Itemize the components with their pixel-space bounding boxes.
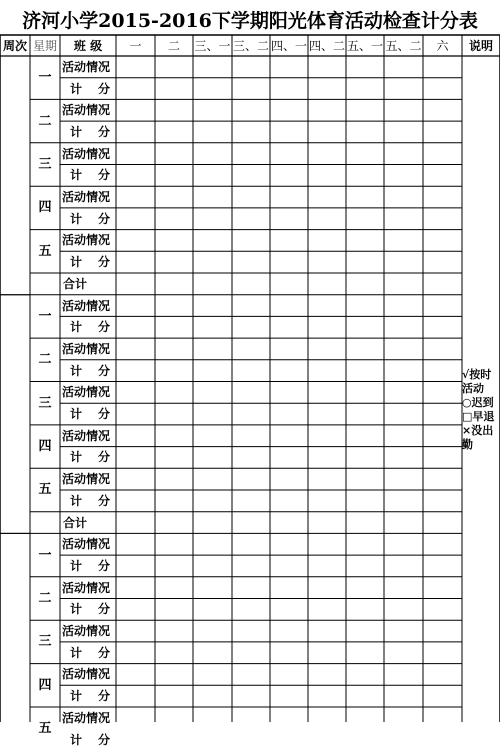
score-label-right: 分 — [97, 732, 110, 747]
header-col-5: 四、一 — [270, 38, 307, 53]
header-col-4: 三、二 — [232, 38, 269, 53]
score-label-left: 计 — [70, 732, 83, 747]
score-label-left: 计 — [70, 407, 83, 422]
activity-label: 活动情况 — [62, 103, 111, 118]
score-label-left: 计 — [70, 602, 83, 617]
weekday-label: 一 — [38, 70, 52, 86]
legend-early-leave: □早退 — [462, 410, 495, 423]
score-label-left: 计 — [70, 81, 83, 96]
score-label-left: 计 — [70, 211, 83, 226]
header-col-3: 三、一 — [194, 38, 231, 53]
header-col-8: 五、二 — [385, 38, 422, 53]
header-class: 班 级 — [73, 38, 103, 53]
header-week: 周次 — [2, 38, 27, 53]
score-label — [60, 316, 116, 338]
weekday-label: 五 — [38, 482, 52, 498]
score-label-right: 分 — [97, 645, 110, 660]
score-label-left: 计 — [70, 124, 83, 139]
legend-late: ○迟到 — [462, 396, 494, 409]
score-label — [60, 555, 116, 577]
activity-label: 活动情况 — [62, 428, 111, 443]
score-label-left: 计 — [70, 450, 83, 465]
score-label-right: 分 — [97, 124, 110, 139]
weekday-label: 三 — [38, 156, 52, 172]
activity-label: 活动情况 — [62, 341, 111, 356]
page-title: 济河小学2015-2016下学期阳光体育活动检查计分表 — [22, 10, 478, 32]
score-label — [60, 642, 116, 664]
activity-label: 活动情况 — [62, 190, 111, 205]
score-label-right: 分 — [97, 363, 110, 378]
score-label-left: 计 — [70, 168, 83, 183]
score-label — [60, 490, 116, 512]
score-label-left: 计 — [70, 255, 83, 270]
score-label-left: 计 — [70, 320, 83, 335]
weekday-label: 三 — [38, 634, 52, 650]
weekday-label: 二 — [38, 590, 52, 606]
weekday-label: 二 — [38, 352, 52, 368]
weekday-label: 一 — [38, 308, 52, 324]
header-notes: 说明 — [468, 38, 493, 53]
score-label-right: 分 — [97, 255, 110, 270]
score-label-right: 分 — [97, 558, 110, 573]
score-label-right: 分 — [97, 211, 110, 226]
score-label-right: 分 — [97, 168, 110, 183]
weekday-label: 四 — [38, 677, 52, 693]
header-col-6: 四、二 — [308, 38, 345, 53]
activity-label: 活动情况 — [62, 580, 111, 595]
score-label-right: 分 — [97, 81, 110, 96]
score-label-left: 计 — [70, 689, 83, 704]
score-label-right: 分 — [97, 493, 110, 508]
score-label-right: 分 — [97, 689, 110, 704]
score-label — [60, 599, 116, 621]
header-weekday: 星期 — [32, 38, 57, 53]
score-label — [60, 729, 116, 750]
legend — [462, 368, 500, 452]
score-label — [60, 78, 116, 100]
activity-label: 活动情况 — [62, 537, 111, 552]
weekday-label: 一 — [38, 547, 52, 563]
activity-label: 活动情况 — [62, 385, 111, 400]
weekday-label: 四 — [38, 200, 52, 216]
activity-label: 活动情况 — [62, 624, 111, 639]
activity-label: 活动情况 — [62, 667, 111, 682]
score-label-right: 分 — [97, 320, 110, 335]
score-label — [60, 165, 116, 187]
score-label — [60, 121, 116, 143]
score-label — [60, 685, 116, 707]
weekday-label: 五 — [38, 243, 52, 259]
score-label-left: 计 — [70, 493, 83, 508]
score-label — [60, 251, 116, 273]
header-col-1: 一 — [129, 38, 142, 53]
activity-label: 活动情况 — [62, 298, 111, 313]
weekday-label: 三 — [38, 395, 52, 411]
weekday-label: 五 — [38, 721, 52, 737]
score-label-right: 分 — [97, 407, 110, 422]
score-label-right: 分 — [97, 450, 110, 465]
total-label: 合计 — [63, 276, 88, 291]
activity-label: 活动情况 — [62, 472, 111, 487]
header-col-2: 二 — [167, 38, 180, 53]
score-label-right: 分 — [97, 602, 110, 617]
total-label: 合计 — [63, 515, 88, 530]
activity-label: 活动情况 — [62, 59, 111, 74]
legend-absent: ×没出勤 — [462, 424, 494, 451]
activity-label: 活动情况 — [62, 710, 111, 725]
score-label — [60, 208, 116, 230]
header-col-9: 六 — [436, 38, 449, 53]
activity-label: 活动情况 — [62, 146, 111, 161]
score-label-left: 计 — [70, 558, 83, 573]
weekday-label: 四 — [38, 439, 52, 455]
score-label — [60, 360, 116, 382]
weekday-label: 二 — [38, 113, 52, 129]
score-label — [60, 403, 116, 425]
score-label-left: 计 — [70, 645, 83, 660]
activity-label: 活动情况 — [62, 233, 111, 248]
score-label-left: 计 — [70, 363, 83, 378]
header-col-7: 五、一 — [346, 38, 383, 53]
score-label — [60, 447, 116, 469]
legend-on-time: √按时活动 — [462, 368, 492, 395]
